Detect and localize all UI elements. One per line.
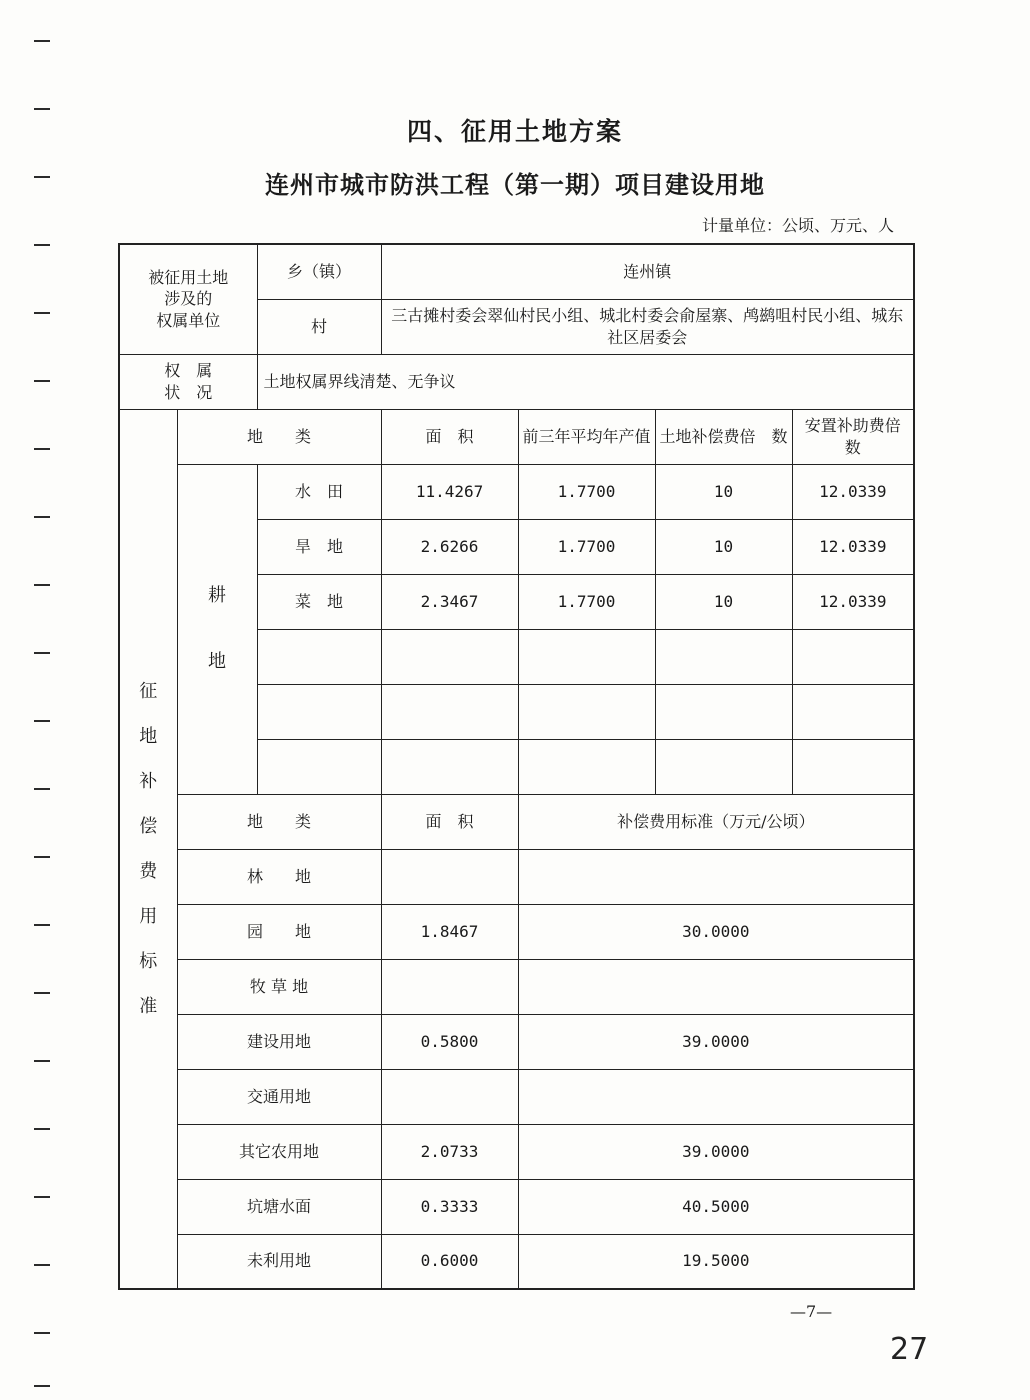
status-label-line: 状 况 [164, 382, 213, 402]
binding-mark [34, 108, 50, 110]
unit-note: 计量单位：公顷、万元、人 [701, 216, 894, 235]
area-cell: 11.4267 [381, 464, 518, 519]
cultivated-label-char: 耕 [208, 585, 227, 606]
binding-mark [34, 1196, 50, 1198]
side-label-char: 征 [139, 680, 158, 702]
township-value: 连州镇 [381, 244, 914, 299]
empty-cell [655, 739, 792, 794]
binding-mark [34, 1332, 50, 1334]
header-land-type: 地 类 [177, 409, 381, 464]
land-type-cell: 菜 地 [257, 574, 381, 629]
table-row [119, 464, 914, 519]
ownership-label-line: 涉及的 [164, 289, 213, 309]
table-row [119, 1124, 914, 1179]
land-type-cell: 建设用地 [177, 1014, 381, 1069]
other-land-header-row [119, 794, 914, 849]
compensation-standard-label [119, 409, 177, 1289]
binding-mark [34, 1385, 50, 1387]
standard-cell [518, 1069, 914, 1124]
side-label-char: 费 [139, 860, 158, 882]
binding-mark [34, 584, 50, 586]
binding-mark [34, 992, 50, 994]
land-type-cell: 旱 地 [257, 519, 381, 574]
area-cell: 0.6000 [381, 1234, 518, 1289]
land-acquisition-table [118, 243, 915, 1290]
header-land-type: 地 类 [177, 794, 381, 849]
cultivated-header-row [119, 409, 914, 464]
empty-cell [792, 739, 914, 794]
binding-mark [34, 856, 50, 858]
standard-cell: 39.0000 [518, 1014, 914, 1069]
land-type-cell: 水 田 [257, 464, 381, 519]
table-row [119, 1014, 914, 1069]
side-label-char: 偿 [139, 815, 158, 837]
standard-cell [518, 849, 914, 904]
binding-mark [34, 788, 50, 790]
header-resettle-multiple: 安置补助费倍 数 [792, 409, 914, 464]
project-title: 连州市城市防洪工程（第一期）项目建设用地 [265, 171, 765, 199]
binding-mark [34, 652, 50, 654]
side-label-char: 用 [139, 905, 158, 927]
binding-mark [34, 380, 50, 382]
table-row [119, 904, 914, 959]
land-type-cell: 未利用地 [177, 1234, 381, 1289]
side-label-char: 地 [139, 725, 158, 747]
area-cell: 2.0733 [381, 1124, 518, 1179]
land-multiple-cell: 10 [655, 574, 792, 629]
standard-cell [518, 959, 914, 1014]
resettle-multiple-cell: 12.0339 [792, 519, 914, 574]
empty-cell [518, 684, 655, 739]
empty-cell [257, 739, 381, 794]
binding-mark [34, 516, 50, 518]
table-row [119, 849, 914, 904]
land-type-cell: 其它农用地 [177, 1124, 381, 1179]
side-label-char: 准 [139, 995, 158, 1017]
area-cell: 0.3333 [381, 1179, 518, 1234]
binding-mark [34, 40, 50, 42]
binding-mark [34, 1060, 50, 1062]
township-row [119, 244, 914, 299]
village-label: 村 [257, 299, 381, 354]
empty-cell [792, 629, 914, 684]
empty-cell [655, 629, 792, 684]
land-type-cell: 交通用地 [177, 1069, 381, 1124]
ownership-unit-label [119, 244, 257, 354]
table-row [119, 1179, 914, 1234]
empty-cell [381, 684, 518, 739]
empty-cell [257, 629, 381, 684]
area-cell: 2.6266 [381, 519, 518, 574]
empty-cell [381, 629, 518, 684]
ownership-label-line: 权属单位 [156, 311, 221, 331]
cultivated-land-label [177, 464, 257, 794]
area-cell: 2.3467 [381, 574, 518, 629]
land-multiple-cell: 10 [655, 519, 792, 574]
cultivated-label-char: 地 [208, 651, 227, 672]
ownership-status-value: 土地权属界线清楚、无争议 [257, 354, 914, 409]
binding-mark [34, 1128, 50, 1130]
header-land-multiple: 土地补偿费倍 数 [655, 409, 792, 464]
empty-cell [381, 739, 518, 794]
area-cell [381, 959, 518, 1014]
binding-mark [34, 312, 50, 314]
standard-cell: 30.0000 [518, 904, 914, 959]
side-label-char: 补 [139, 770, 158, 792]
standard-cell: 40.5000 [518, 1179, 914, 1234]
empty-cell [518, 739, 655, 794]
land-multiple-cell: 10 [655, 464, 792, 519]
village-value: 三古摊村委会翠仙村民小组、城北村委会俞屋寨、鸬鹚咀村民小组、城东社区居委会 [381, 299, 914, 354]
header-avg-output: 前三年平均年产值 [518, 409, 655, 464]
resettle-multiple-cell: 12.0339 [792, 574, 914, 629]
standard-cell: 39.0000 [518, 1124, 914, 1179]
section-title: 四、征用土地方案 [406, 117, 623, 146]
ownership-status-label [119, 354, 257, 409]
status-label-line: 权 属 [164, 360, 213, 380]
side-label-char: 标 [139, 950, 158, 972]
table-row [119, 1069, 914, 1124]
standard-cell: 19.5000 [518, 1234, 914, 1289]
empty-cell [257, 684, 381, 739]
area-cell: 1.8467 [381, 904, 518, 959]
header-area: 面 积 [381, 409, 518, 464]
empty-cell [655, 684, 792, 739]
header-area: 面 积 [381, 794, 518, 849]
table-row [119, 959, 914, 1014]
binding-mark [34, 1264, 50, 1266]
output-cell: 1.7700 [518, 574, 655, 629]
page-number: —7— [790, 1302, 833, 1321]
binding-mark [34, 924, 50, 926]
binding-mark [34, 244, 50, 246]
land-type-cell: 牧 草 地 [177, 959, 381, 1014]
township-label: 乡（镇） [257, 244, 381, 299]
binding-margin [0, 0, 60, 1400]
area-cell [381, 1069, 518, 1124]
binding-mark [34, 448, 50, 450]
ownership-status-row [119, 354, 914, 409]
output-cell: 1.7700 [518, 464, 655, 519]
area-cell [381, 849, 518, 904]
handwritten-number: 27 [890, 1332, 929, 1367]
empty-cell [792, 684, 914, 739]
land-type-cell: 园 地 [177, 904, 381, 959]
land-type-cell: 坑塘水面 [177, 1179, 381, 1234]
table-row [119, 1234, 914, 1289]
resettle-multiple-cell: 12.0339 [792, 464, 914, 519]
ownership-label-line: 被征用土地 [148, 267, 229, 287]
header-standard: 补偿费用标准（万元/公顷） [518, 794, 914, 849]
area-cell: 0.5800 [381, 1014, 518, 1069]
land-type-cell: 林 地 [177, 849, 381, 904]
output-cell: 1.7700 [518, 519, 655, 574]
binding-mark [34, 720, 50, 722]
empty-cell [518, 629, 655, 684]
